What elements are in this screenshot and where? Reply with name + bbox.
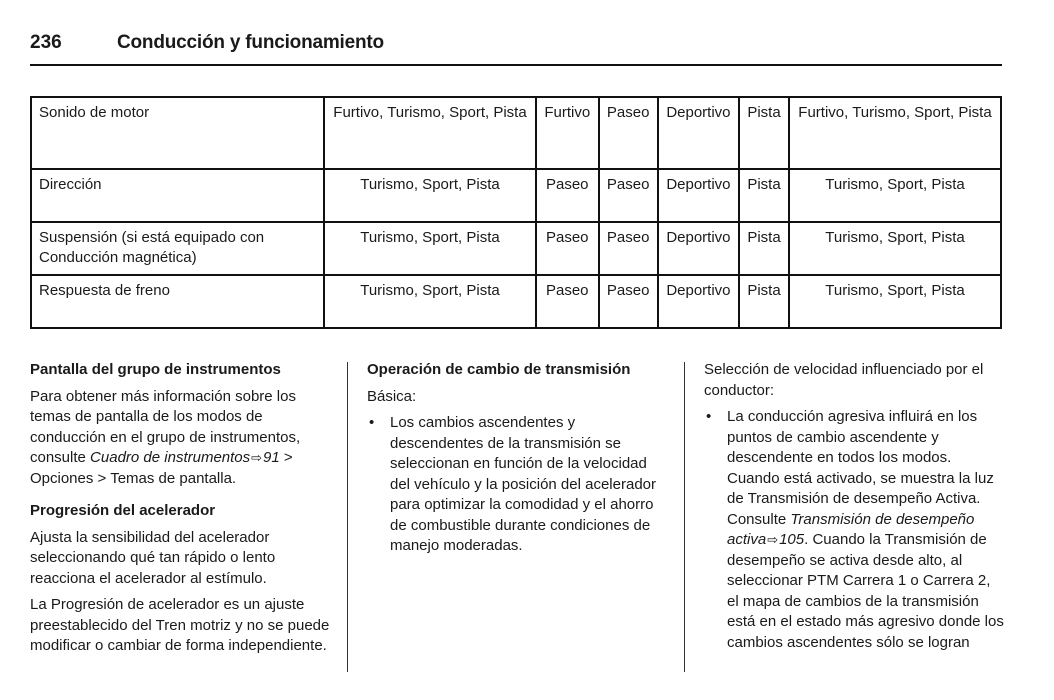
column-divider xyxy=(347,362,348,672)
list-item: • Los cambios ascendentes y descendentes de la transmisión se seleccionan en función de la velocidad del vehículo y la posición del acelerador para optimizar la comodidad y el ahorro de combustible durante condiciones de manejo moderadas. xyxy=(369,414,656,554)
section-heading-instrument-cluster-display: Pantalla del grupo de instrumentos xyxy=(30,361,281,378)
table-cell-feature: Dirección xyxy=(31,169,324,222)
table-row xyxy=(31,222,1001,275)
driving-modes-table xyxy=(30,96,1002,329)
cross-reference-active-performance-transmission[interactable]: Transmisión de desempeño activa xyxy=(727,510,975,548)
table-row xyxy=(31,169,1001,222)
table-cell-value: Deportivo xyxy=(658,275,739,328)
paragraph-throttle-sensitivity: Ajusta la sensibilidad del acelerador seleccionando qué tan rápido o lento reacciona el acelerador al estímulo. xyxy=(30,528,276,587)
table-cell-value: Turismo, Sport, Pista xyxy=(789,275,1001,328)
table-cell-value: Paseo xyxy=(599,275,658,328)
table-cell-value: Paseo xyxy=(599,222,658,275)
middle-column xyxy=(367,360,667,557)
page-title: Conducción y funcionamiento xyxy=(117,32,384,53)
section-heading-transmission-shift: Operación de cambio de transmisión xyxy=(367,361,631,378)
table-cell-value: Turismo, Sport, Pista xyxy=(324,222,536,275)
table-cell-value: Pista xyxy=(739,275,789,328)
driver-influenced-intro: Selección de velocidad influenciado por el conductor: xyxy=(704,361,984,399)
basic-label: Básica: xyxy=(367,387,417,405)
table-cell-feature: Suspensión (si está equipado con Conducción magnética) xyxy=(31,222,324,275)
table-cell-value: Turismo, Sport, Pista xyxy=(324,275,536,328)
table-cell-value: Paseo xyxy=(536,222,599,275)
page-reference-number[interactable]: 91 xyxy=(263,449,280,466)
table-cell-value: Turismo, Sport, Pista xyxy=(789,169,1001,222)
table-cell-value: Paseo xyxy=(599,169,658,222)
table-cell-value: Paseo xyxy=(536,169,599,222)
left-column xyxy=(30,360,335,663)
list-item: • La conducción agresiva influirá en los puntos de cambio ascendente y descendente en todos los modos. Cuando está activado, se muestra la luz de Transmisión de desempeño Activa. Consulte Transmisión de desempeño activa⇨105. Cuando la Transmisión de desempeño se activa desde alto, al seleccionar PTM Carrera 1 o Carrera 2, el mapa de cambios de la transmisión está en el estado más agresivo donde los cambios ascendentes sólo se logran xyxy=(706,408,1004,651)
page-reference-arrow-icon: ⇨ xyxy=(767,532,779,547)
table-cell-value: Furtivo, Turismo, Sport, Pista xyxy=(324,97,536,169)
table-cell-value: Turismo, Sport, Pista xyxy=(324,169,536,222)
page-number: 236 xyxy=(30,32,62,53)
table-cell-value: Pista xyxy=(739,97,789,169)
table-cell-value: Furtivo xyxy=(536,97,599,169)
table-cell-value: Deportivo xyxy=(658,169,739,222)
paragraph-throttle-preset: La Progresión de acelerador es un ajuste preestablecido del Tren motriz y no se puede modificar o cambiar de forma independiente. xyxy=(30,596,330,654)
table-cell-value: Deportivo xyxy=(658,97,739,169)
table-row xyxy=(31,97,1001,169)
page-reference-arrow-icon: ⇨ xyxy=(251,450,263,465)
section-heading-throttle-progression: Progresión del acelerador xyxy=(30,502,216,519)
table-row xyxy=(31,275,1001,328)
cross-reference-instrument-cluster[interactable]: Cuadro de instrumentos xyxy=(90,449,251,466)
paragraph-display-themes: Para obtener más información sobre los temas de pantalla de los modos de conducción en el grupo de instrumentos, consulte Cuadro de instrumentos⇨91 > Opciones > Temas de pantalla. xyxy=(30,387,301,487)
table-cell-value: Pista xyxy=(739,169,789,222)
page-reference-number[interactable]: 105 xyxy=(779,531,805,548)
table-cell-value: Deportivo xyxy=(658,222,739,275)
bullet-icon: • xyxy=(706,408,712,425)
bullet-icon: • xyxy=(369,414,375,431)
table-cell-feature: Sonido de motor xyxy=(31,97,324,169)
table-cell-value: Paseo xyxy=(536,275,599,328)
table-cell-value: Pista xyxy=(739,222,789,275)
table-cell-value: Turismo, Sport, Pista xyxy=(789,222,1001,275)
table-cell-value: Furtivo, Turismo, Sport, Pista xyxy=(789,97,1001,169)
column-divider xyxy=(684,362,685,672)
table-cell-feature: Respuesta de freno xyxy=(31,275,324,328)
table-cell-value: Paseo xyxy=(599,97,658,169)
right-column xyxy=(704,360,1004,653)
page-header xyxy=(30,30,1002,66)
